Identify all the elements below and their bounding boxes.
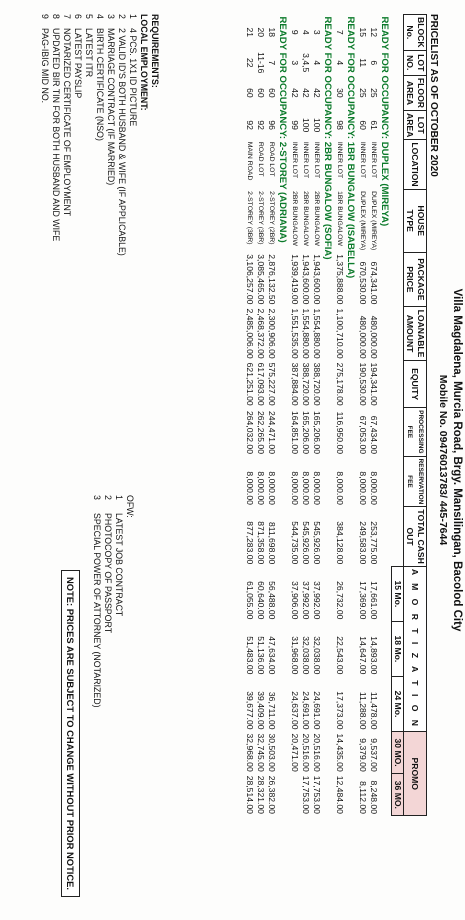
local-requirements-list: [39, 14, 138, 256]
table-cell: 61,055.00: [245, 581, 255, 620]
item-number: 9: [40, 14, 50, 19]
item-number: 4: [95, 14, 105, 19]
list-item: [91, 495, 102, 708]
table-cell: 2BR BUNGALOW: [291, 191, 298, 246]
table-cell: 17,373.00: [335, 691, 345, 730]
table-cell: 32,038.00: [312, 636, 322, 675]
table-cell: 20,471.00: [290, 733, 300, 772]
table-cell: INNER LOT: [336, 141, 343, 179]
section-title: READY FOR OCCUPANCY: DUPLEX (MIREYA): [379, 16, 390, 227]
table-cell: 7: [335, 29, 345, 35]
col-processing-fee: PROCESSING FEE: [404, 408, 427, 456]
table-cell: 8,112.00: [358, 781, 368, 814]
table-cell: 30,503.00: [267, 733, 277, 772]
table-cell: 22: [245, 57, 255, 68]
table-cell: 165,206.00: [312, 410, 322, 454]
table-cell: 7: [267, 60, 277, 66]
col-36-mo: 36 MO.: [392, 774, 404, 816]
table-cell: 98: [335, 120, 345, 130]
item-number: 2: [117, 14, 127, 19]
item-number: 1: [114, 495, 124, 500]
table-cell: 4: [301, 29, 311, 35]
table-cell: 99: [290, 120, 300, 130]
table-cell: 25: [358, 88, 368, 98]
price-notice: NOTE: PRICES ARE SUBJECT TO CHANGE WITHOUT PRIOR NOTICE.: [61, 570, 80, 897]
table-cell: 15: [358, 27, 368, 38]
table-cell: 1,554,880.00: [312, 308, 322, 359]
table-cell: 617,093.00: [256, 362, 266, 406]
table-cell: 17,753.00: [312, 775, 322, 814]
col-reservation-fee: RESERVATION FEE: [404, 456, 427, 507]
table-cell: 2-STOREY (3BR): [257, 191, 264, 245]
table-cell: 871,358.00: [256, 521, 266, 565]
table-cell: 244,471.00: [267, 410, 277, 454]
list-item: [72, 14, 83, 256]
table-cell: DUPLEX (MIREYA): [359, 191, 366, 251]
table-cell: ROAD LOT: [257, 141, 264, 177]
table-cell: 42: [290, 88, 300, 98]
table-cell: 670,530.00: [358, 261, 368, 305]
table-cell: 388,720.00: [301, 362, 311, 406]
table-cell: 14,647.00: [358, 636, 368, 675]
table-cell: 47,634.00: [267, 636, 277, 675]
list-item: [113, 495, 124, 708]
table-cell: 544,735.00: [290, 521, 300, 565]
item-number: 8: [51, 14, 61, 19]
table-cell: 24,637.00: [290, 691, 300, 730]
table-cell: 100: [312, 117, 322, 133]
requirements-ofw: [91, 495, 135, 708]
table-cell: 31,968.00: [290, 636, 300, 675]
table-cell: 36,711.00: [267, 691, 277, 730]
item-number: 3: [106, 14, 116, 19]
item-text: 2 VALID ID'S BOTH HUSBAND & WIFE (IF APPLICABLE): [117, 28, 127, 256]
table-cell: 8,000.00: [312, 471, 322, 505]
table-cell: 60: [267, 88, 277, 98]
col-15-mo: 15 Mo.: [392, 566, 404, 621]
item-number: 6: [73, 14, 83, 19]
table-cell: 17,753.00: [301, 775, 311, 814]
table-cell: 42: [301, 88, 311, 98]
pricelist-body: [244, 15, 392, 816]
table-cell: 32,745.00: [256, 733, 266, 772]
table-cell: 9: [290, 29, 300, 35]
requirements-title: REQUIREMENTS:: [150, 14, 160, 88]
table-cell: 388,720.00: [312, 362, 322, 406]
col-18-mo: 18 Mo.: [392, 621, 404, 676]
col-location: LOCATION: [404, 140, 427, 189]
table-row: [368, 15, 379, 816]
table-cell: INNER LOT: [370, 141, 377, 179]
table-cell: INNER LOT: [291, 141, 298, 179]
table-cell: 37,992.00: [312, 581, 322, 620]
table-cell: 3,106,257.00: [245, 254, 255, 305]
table-cell: 480,000.00: [369, 315, 379, 359]
table-cell: 39,409.00: [256, 691, 266, 730]
list-item: [50, 14, 61, 256]
table-row: [244, 15, 255, 816]
table-cell: ROAD LOT: [268, 141, 275, 177]
table-cell: 92: [256, 120, 266, 130]
table-cell: 17,369.00: [358, 581, 368, 620]
table-cell: 24,691.00: [312, 691, 322, 730]
table-cell: 2,876,132.50: [267, 254, 277, 305]
table-cell: 9,379.00: [358, 738, 368, 772]
table-cell: 51,136.00: [256, 636, 266, 675]
table-cell: 67,053.00: [358, 415, 368, 454]
table-cell: 249,583.00: [358, 521, 368, 565]
table-cell: 9,537.00: [369, 738, 379, 772]
section-header: [277, 15, 289, 816]
table-cell: 20,516.00: [312, 733, 322, 772]
list-item: [83, 14, 94, 256]
col-equity: EQUITY: [404, 361, 427, 408]
table-cell: 92: [245, 120, 255, 130]
col-amortization: A M O R T I Z A T I O N: [404, 566, 427, 731]
table-cell: 262,265.00: [256, 410, 266, 454]
table-cell: 8,248.00: [369, 780, 379, 814]
table-cell: 18: [267, 27, 277, 38]
item-text: SPECIAL POWER OF ATTORNEY (NOTARIZED): [92, 513, 102, 708]
table-cell: 264,032.00: [245, 410, 255, 454]
table-cell: 20: [256, 27, 266, 38]
table-cell: 253,775.00: [369, 521, 379, 565]
table-cell: 2,485,006.00: [245, 308, 255, 359]
table-cell: 60,640.00: [256, 581, 266, 620]
table-cell: 8,000.00: [267, 471, 277, 505]
table-cell: 30: [335, 88, 345, 98]
item-text: UPDATED BIR TIN FOR BOTH HUSBAND AND WIFE: [51, 28, 61, 242]
col-lot: LOT NO.: [404, 50, 427, 75]
table-cell: 37,906.00: [290, 581, 300, 620]
table-cell: 56,488.00: [267, 581, 277, 620]
table-cell: DUPLEX (MIREYA): [370, 191, 377, 251]
local-employment-title: LOCAL EMPLOYMENT:: [139, 14, 149, 111]
table-cell: 1,100,710.00: [335, 308, 345, 359]
table-cell: 24,691.00: [301, 691, 311, 730]
table-cell: 8,000.00: [369, 471, 379, 505]
table-cell: 51,483.00: [245, 636, 255, 675]
table-cell: 3: [312, 29, 322, 35]
table-cell: 60: [256, 88, 266, 98]
item-text: LATEST PAYSLIP: [73, 28, 83, 99]
table-cell: 194,341.00: [369, 362, 379, 406]
table-cell: 26,382.00: [267, 775, 277, 814]
table-cell: 2BR BUNGALOW: [302, 191, 309, 246]
list-item: [94, 14, 105, 256]
table-cell: 22,543.00: [335, 636, 345, 675]
table-cell: 1,554,880.00: [301, 308, 311, 359]
list-item: [116, 14, 127, 256]
table-cell: 42: [312, 88, 322, 98]
table-cell: 8,000.00: [335, 471, 345, 505]
item-number: 1: [128, 14, 138, 19]
table-cell: 11: [358, 58, 368, 68]
section-header: [345, 15, 357, 816]
col-block: BLOCK No.: [404, 15, 427, 51]
table-cell: 545,926.00: [301, 521, 311, 565]
col-loanable: LOANABLE AMOUNT: [404, 306, 427, 360]
section-title: READY FOR OCCUPANCY: 2BR BUNGALOW (SOFIA): [322, 16, 333, 260]
item-number: 5: [84, 14, 94, 19]
table-row: [311, 15, 322, 816]
table-cell: 8,000.00: [301, 471, 311, 505]
table-cell: 2,300,906.00: [267, 308, 277, 359]
table-cell: 11,478.00: [369, 691, 379, 730]
col-30-mo: 30 MO.: [392, 732, 404, 774]
table-cell: 1BR BUNGALOW: [336, 191, 343, 246]
table-cell: 28,514.00: [245, 775, 255, 814]
table-cell: 3,085,465.00: [256, 254, 266, 305]
ofw-requirements-list: [91, 495, 124, 708]
section-title: READY FOR OCCUPANCY: 2-STOREY (ADRIANA): [277, 16, 288, 243]
table-cell: 1,943,600.00: [312, 254, 322, 305]
col-package-price: PACKAGE PRICE: [404, 252, 427, 306]
table-cell: 545,926.00: [312, 521, 322, 565]
table-cell: 32,968.00: [245, 733, 255, 772]
table-cell: 190,530.00: [358, 362, 368, 406]
table-row: [289, 15, 300, 816]
table-cell: 8,000.00: [245, 471, 255, 505]
list-item: [102, 495, 113, 708]
list-item: [39, 14, 50, 256]
table-cell: MAIN ROAD: [246, 141, 253, 181]
table-row: [255, 15, 266, 816]
table-cell: 28,321.00: [256, 775, 266, 814]
table-cell: 2,468,372.00: [256, 308, 266, 359]
col-promo: PROMO: [404, 732, 427, 816]
table-cell: 17,661.00: [369, 581, 379, 620]
contact-numbers: Mobile No. 09476013783/ 445-7644: [437, 374, 449, 546]
table-cell: 2-STOREY (3BR): [246, 191, 253, 245]
section-title: READY FOR OCCUPANCY: 1BR BUNGALOW (ISABELLA): [345, 16, 356, 279]
col-floor-area: FLOOR AREA: [404, 75, 427, 110]
table-cell: 3,4,5: [301, 53, 311, 73]
table-cell: INNER LOT: [359, 141, 366, 179]
table-cell: 61: [369, 120, 379, 130]
item-text: MARRIAGE CONTRACT (IF MARRIED): [106, 28, 116, 186]
table-cell: 6: [369, 60, 379, 66]
item-number: 3: [92, 495, 102, 500]
table-cell: 67,434.00: [369, 415, 379, 454]
table-cell: 60: [245, 88, 255, 98]
item-text: PHOTOCOPY OF PASSPORT: [103, 513, 113, 634]
item-text: PAG-IBIG MID NO.: [40, 28, 50, 104]
ofw-title: OFW:: [125, 495, 135, 518]
item-text: BIRTH CERTIFICATE (NSO): [95, 28, 105, 141]
table-row: [334, 15, 345, 816]
table-row: [357, 15, 368, 816]
table-cell: 165,206.00: [301, 410, 311, 454]
table-cell: 2BR BUNGALOW: [313, 191, 320, 246]
item-text: 4 PCS. 1X1 ID PICTURE: [128, 28, 138, 127]
table-cell: 25: [369, 88, 379, 98]
list-item: [127, 14, 138, 256]
table-cell: INNER LOT: [302, 141, 309, 179]
table-cell: 384,128.00: [335, 521, 345, 565]
table-cell: 4: [312, 60, 322, 66]
table-cell: 4: [335, 60, 345, 66]
table-cell: 164,851.00: [290, 410, 300, 454]
table-cell: 100: [301, 117, 311, 133]
list-item: [105, 14, 116, 256]
pricelist-date: PRICELIST AS OF OCTOBER 2020: [428, 14, 439, 177]
col-house-type: HOUSE TYPE: [404, 189, 427, 252]
table-cell: 39,677.00: [245, 691, 255, 730]
table-cell: 480,000.00: [358, 315, 368, 359]
table-cell: 32,038.00: [301, 636, 311, 675]
table-cell: 877,283.00: [245, 521, 255, 565]
pricelist-table: [244, 14, 427, 816]
table-cell: 14,893.00: [369, 636, 379, 675]
table-cell: 21: [245, 27, 255, 38]
table-cell: 11,288.00: [358, 691, 368, 730]
table-cell: 621,251.00: [245, 362, 255, 406]
table-cell: 1,939,419.00: [290, 254, 300, 305]
item-text: LATEST ITR: [84, 28, 94, 78]
table-cell: 20,516.00: [301, 733, 311, 772]
item-number: 2: [103, 495, 113, 500]
table-cell: 8,000.00: [256, 471, 266, 505]
table-cell: 275,178.00: [335, 362, 345, 406]
item-text: LATEST JOB CONTRACT: [114, 513, 124, 617]
col-lot-area: LOT AREA: [404, 110, 427, 139]
col-24-mo: 24 Mo.: [392, 676, 404, 731]
table-cell: 575,227.00: [267, 362, 277, 406]
table-cell: 12,484.00: [335, 775, 345, 814]
requirements-local: [39, 14, 160, 256]
table-cell: 37,992.00: [301, 581, 311, 620]
section-header: [379, 15, 392, 816]
table-cell: 116,950.00: [335, 411, 345, 454]
table-cell: 14,435.00: [335, 733, 345, 772]
table-cell: 26,732.00: [335, 581, 345, 620]
section-header: [322, 15, 334, 816]
col-total-cash-out: TOTAL CASH OUT: [404, 507, 427, 566]
item-text: NOTARIZED CERTIFICATE OF EMPLOYMENT: [62, 28, 72, 217]
table-cell: 60: [358, 120, 368, 130]
table-cell: 674,341.00: [369, 261, 379, 305]
table-cell: 387,884.00: [290, 362, 300, 406]
table-cell: 96: [267, 120, 277, 130]
table-cell: 811,698.00: [267, 521, 277, 565]
table-cell: 1,943,600.00: [301, 254, 311, 305]
table-cell: 11-16: [256, 52, 266, 74]
table-cell: [289, 774, 300, 816]
table-cell: 8,000.00: [290, 471, 300, 505]
company-address: Villa Magdalena, Murcia Road, Brgy. Mansilingan, Bacolod City: [451, 288, 463, 632]
table-cell: 8,000.00: [358, 471, 368, 505]
list-item: [61, 14, 72, 256]
item-number: 7: [62, 14, 72, 19]
table-cell: 1,551,535.00: [290, 308, 300, 359]
table-cell: INNER LOT: [313, 141, 320, 179]
table-row: [266, 15, 277, 816]
table-cell: 12: [369, 27, 379, 38]
table-row: [300, 15, 311, 816]
table-cell: 2-STOREY (2BR): [268, 191, 275, 245]
table-cell: 3: [290, 60, 300, 66]
table-cell: 1,375,888.00: [335, 254, 345, 305]
